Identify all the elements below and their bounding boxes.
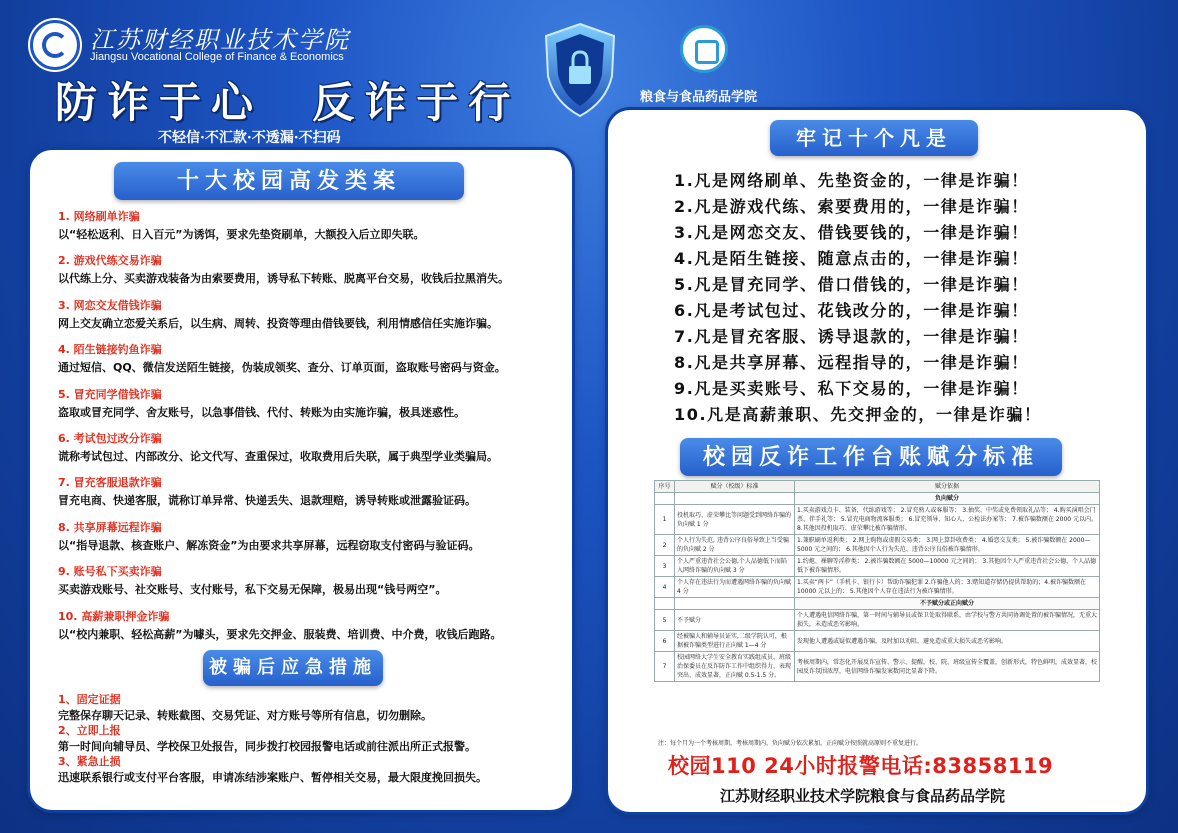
emergency-item-title: 2、立即上报	[58, 724, 121, 737]
left-panel	[30, 150, 572, 810]
case-title: 5. 冒充同学借钱诈骗	[58, 387, 162, 401]
rule-item: 10.凡是高薪兼职、先交押金的，一律是诈骗！	[674, 405, 1042, 424]
cases-list	[58, 208, 563, 652]
rule-item: 3.凡是网恋交友、借钱要钱的，一律是诈骗！	[674, 223, 1029, 242]
footer-college: 江苏财经职业技术学院粮食与食品药品学院	[720, 787, 1006, 805]
row-num: 4	[655, 577, 675, 598]
college-logo-icon	[680, 25, 728, 73]
right-panel	[608, 110, 1146, 812]
table-row	[655, 505, 1100, 535]
negative-section-label: 负向赋分	[795, 493, 1100, 505]
row-basis: 1.约炮、裸聊等淫秽类； 2.被诈骗数额在 5000—10000 元之间的； 3.其他因个人严重违背社会公德，个人品德低下被诈骗情形。	[795, 556, 1100, 577]
rules-list	[674, 168, 1134, 428]
row-num: 1	[655, 505, 675, 535]
score-table	[654, 480, 1100, 682]
case-desc: 冒充电商、快递客服，谎称订单异常、快递丢失、退款理赔，诱导转账或泄露验证码。	[58, 494, 476, 508]
row-num: 2	[655, 535, 675, 556]
case-title: 4. 陌生链接钓鱼诈骗	[58, 343, 162, 357]
case-desc: 以“指导退款、核查账户、解冻资金”为由要求共享屏幕，远程窃取支付密码与验证码。	[58, 538, 480, 552]
row-num: 3	[655, 556, 675, 577]
row-num: 7	[655, 652, 675, 682]
rule-item: 2.凡是游戏代练、索要费用的，一律是诈骗！	[674, 197, 1029, 216]
row-standard: 个人行为失范, 违背公序良俗导致上当受骗的负向赋 2 分	[675, 535, 795, 556]
row-standard: 个人严重违背社会公德,个人品德低下而陷入网络诈骗的负向赋 3 分	[675, 556, 795, 577]
table-row	[655, 652, 1100, 682]
table-row	[655, 631, 1100, 652]
case-title: 6. 考试包过改分诈骗	[58, 431, 162, 445]
hotline: 校园110 24小时报警电话:83858119	[668, 754, 1054, 778]
rule-item: 1.凡是网络刷单、先垫资金的，一律是诈骗！	[674, 171, 1029, 190]
emergency-item-title: 1、固定证据	[58, 693, 121, 706]
case-title: 10. 高薪兼职押金诈骗	[58, 609, 170, 623]
emergency-item-title: 3、紧急止损	[58, 755, 121, 768]
table-header: 序号	[655, 481, 675, 493]
table-row	[655, 577, 1100, 598]
rule-item: 8.凡是共享屏幕、远程指导的，一律是诈骗！	[674, 353, 1029, 372]
case-item	[58, 341, 563, 385]
row-standard: 经被骗人和辅导员证实,二级学院认可，根据被诈骗类型进行正向赋 1—4 分	[675, 631, 795, 652]
emergency-item-desc: 第一时间向辅导员、学校保卫处报告，同步拨打校园报警电话或前往派出所正式报警。	[58, 740, 476, 753]
table-header: 赋分（校级）标准	[675, 481, 795, 493]
table-section-row	[655, 493, 1100, 505]
case-item	[58, 252, 563, 296]
sub-slogan: 不轻信·不汇款·不透漏·不扫码	[158, 130, 341, 146]
cases-title: 十大校园高发类案	[114, 162, 464, 200]
emergency-title: 被骗后应急措施	[203, 650, 383, 686]
case-title: 3. 网恋交友借钱诈骗	[58, 298, 162, 312]
rule-item: 4.凡是陌生链接、随意点击的，一律是诈骗！	[674, 249, 1029, 268]
row-basis: 发现他人遭遇或疑似遭遇诈骗，及时加以劝阻，避免造成重大损失或恶劣影响。	[795, 631, 1100, 652]
table-header-row	[655, 481, 1100, 493]
college-name: 粮食与食品药品学院	[640, 90, 758, 105]
emergency-item	[58, 755, 563, 786]
slogan-right: 反诈于行	[312, 78, 521, 127]
row-standard: 不予赋分	[675, 610, 795, 631]
slogan-left: 防诈于心	[55, 78, 264, 127]
table-header: 赋分依据	[795, 481, 1100, 493]
row-num: 5	[655, 610, 675, 631]
table-row	[655, 610, 1100, 631]
case-title: 1. 网络刷单诈骗	[58, 210, 140, 223]
case-title: 9. 账号私下买卖诈骗	[58, 565, 162, 579]
case-desc: 买卖游戏账号、社交账号、支付账号，私下交易无保障，极易出现“钱号两空”。	[58, 583, 447, 597]
emergency-item	[58, 693, 563, 724]
row-basis: 考核周期内，常态化开展反诈宣传、警示、提醒，校、院、班级宣传全覆盖，创新形式，特色鲜明，成效显著，校园反诈氛围浓厚，电信网络诈骗发案数同比显著下降。	[795, 652, 1100, 682]
case-title: 7. 冒充客服退款诈骗	[58, 476, 162, 490]
case-desc: 以代练上分、买卖游戏装备为由索要费用，诱导私下转账、脱离平台交易，收钱后拉黑消失。	[58, 272, 509, 286]
row-basis: 个人遭遇电信网络诈骗，第一时间与辅导员或保卫处取得联系，由学校与警方共同协调处置的被诈骗情况，无重大损失，未造成恶劣影响。	[795, 610, 1100, 631]
row-basis: 1.兼职刷单返利类； 2.网上购物或虚假交易类； 3.网上算卦收费类； 4.婚恋交友类； 5.被诈骗数额在 2000—5000 元之间的； 6.其他因个人行为失范、违背公序良俗被诈骗情形。	[795, 535, 1100, 556]
rule-item: 9.凡是买卖账号、私下交易的，一律是诈骗！	[674, 379, 1029, 398]
case-desc: 通过短信、QQ、微信发送陌生链接，伪装成领奖、查分、订单页面，盗取账号密码与资金。	[58, 361, 506, 375]
shield-lock-icon	[540, 20, 620, 120]
neutral-section-label: 不予赋分或正向赋分	[795, 598, 1100, 610]
case-desc: 谎称考试包过、内部改分、论文代写、查重保过，收取费用后失联，属于典型学业类骗局。	[58, 449, 498, 463]
case-item	[58, 563, 563, 607]
rule-item: 7.凡是冒充客服、诱导退款的，一律是诈骗！	[674, 327, 1029, 346]
case-desc: 盗取或冒充同学、舍友账号，以急事借钱、代付、转账为由实施诈骗，极具迷惑性。	[58, 405, 465, 419]
rules-title: 牢记十个凡是	[770, 120, 978, 156]
main-slogan	[55, 70, 520, 130]
row-standard: 校园网络大学生安全教育实践组成员、班级治保委员在反诈防诈工作中组织得力、表现突出、成效显著，正向赋 0.5-1.5 分。	[675, 652, 795, 682]
case-desc: 网上交友确立恋爱关系后，以生病、周转、投资等理由借钱要钱，利用情感信任实施诈骗。	[58, 316, 498, 330]
rule-item: 5.凡是冒充同学、借口借钱的，一律是诈骗！	[674, 275, 1029, 294]
case-item	[58, 430, 563, 474]
case-title: 2. 游戏代练交易诈骗	[58, 254, 162, 268]
emergency-list	[58, 693, 563, 786]
row-basis: 1.买卖游戏点卡、装备，代练游戏等； 2.冒充熟人或客服等； 3.抽奖、中奖或免费领取礼品等； 4.购买演唱会门票、伴手礼等； 5.冒充电商物流客服类； 6.冒充领导、知心人、公检法办案等； 7.被诈骗数额在 2000 元以内。 8.其他因投机取巧、虚荣攀比被诈骗情形。	[795, 505, 1100, 535]
score-title: 校园反诈工作台账赋分标准	[680, 438, 1062, 476]
case-item	[58, 474, 563, 518]
school-name-en: Jiangsu Vocational College of Finance & Economics	[90, 51, 344, 63]
school-name-cn: 江苏财经职业技术学院	[90, 26, 350, 54]
school-logo-icon	[30, 20, 80, 70]
case-item	[58, 386, 563, 430]
row-standard: 投机取巧、虚荣攀比等问题受到网络诈骗的负向赋 1 分	[675, 505, 795, 535]
case-item	[58, 297, 563, 341]
table-row	[655, 535, 1100, 556]
case-title: 8. 共享屏幕远程诈骗	[58, 520, 162, 534]
row-basis: 1.买卖“两卡”（手机卡、银行卡）帮助诈骗犯罪 2.诈骗他人的；3.赌知道存储仍提供帮助的；4.被诈骗数额在 10000 元以上的； 5.其他因个人存在违法行为被诈骗情形。	[795, 577, 1100, 598]
emergency-item-desc: 迅速联系银行或支付平台客服，申请冻结涉案账户、暂停相关交易，最大限度挽回损失。	[58, 771, 487, 784]
case-desc: 以“校内兼职、轻松高薪”为噱头，要求先交押金、服装费、培训费、中介费，收钱后跑路。	[58, 627, 502, 641]
emergency-item	[58, 724, 563, 755]
row-standard: 个人存在违法行为而遭遇网络诈骗的负向赋 4 分	[675, 577, 795, 598]
table-note: 注：每个月为一个考核周期，考核周期内，负向赋分依次累加，正向赋分按照就高原则不重复进行。	[658, 740, 923, 747]
case-item	[58, 519, 563, 563]
table-section-row	[655, 598, 1100, 610]
rule-item: 6.凡是考试包过、花钱改分的，一律是诈骗！	[674, 301, 1029, 320]
emergency-item-desc: 完整保存聊天记录、转账截图、交易凭证、对方账号等所有信息，切勿删除。	[58, 709, 432, 722]
row-num: 6	[655, 631, 675, 652]
case-item	[58, 608, 563, 652]
case-desc: 以“轻松返利、日入百元”为诱饵，要求先垫资刷单，大额投入后立即失联。	[58, 228, 425, 241]
table-row	[655, 556, 1100, 577]
case-item	[58, 208, 563, 252]
